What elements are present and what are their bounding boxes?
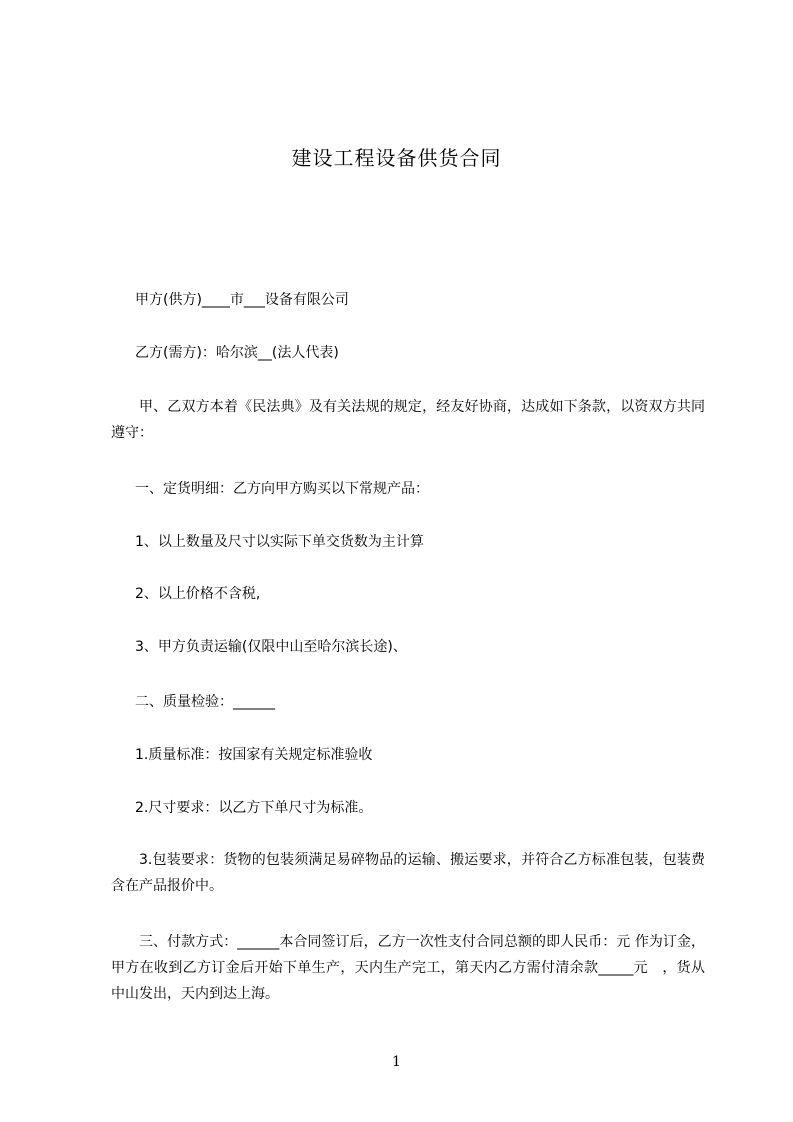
section-1-item-2: 2、以上价格不含税, (135, 586, 261, 602)
party-a-line: 甲方(供方)____市___设备有限公司 (135, 292, 349, 308)
section-2-item-3: 3.包装要求：货物的包装须满足易碎物品的运输、搬运要求，并符合乙方标准包装，包装费含在产品报价中。 (111, 852, 705, 894)
section-2-item-1: 1.质量标准：按国家有关规定标准验收 (135, 747, 373, 763)
section-1-item-3: 3、甲方负责运输(仅限中山至哈尔滨长途)、 (135, 639, 407, 655)
section-2-heading: 二、质量检验：______ (135, 694, 275, 710)
section-1-item-1: 1、以上数量及尺寸以实际下单交货数为主计算 (135, 534, 424, 550)
section-2-item-2: 2.尺寸要求：以乙方下单尺寸为标准。 (135, 800, 373, 816)
party-b-line: 乙方(需方)：哈尔滨__(法人代表) (135, 345, 339, 361)
page-number: 1 (392, 1054, 401, 1070)
section-1-heading: 一、定货明细：乙方向甲方购买以下常规产品： (135, 481, 429, 497)
document-title: 建设工程设备供货合同 (291, 146, 502, 170)
intro-paragraph: 甲、乙双方本着《民法典》及有关法规的规定，经友好协商，达成如下条款，以资双方共同遵守： (111, 399, 705, 441)
section-3-paragraph: 三、付款方式：______本合同签订后，乙方一次性支付合同总额的即人民币：元 作为订金，甲方在收到乙方订金后开始下单生产，天内生产完工，第天内乙方需付清余款_____元 ，货从中山发出，天内到达上海。 (111, 934, 705, 1002)
